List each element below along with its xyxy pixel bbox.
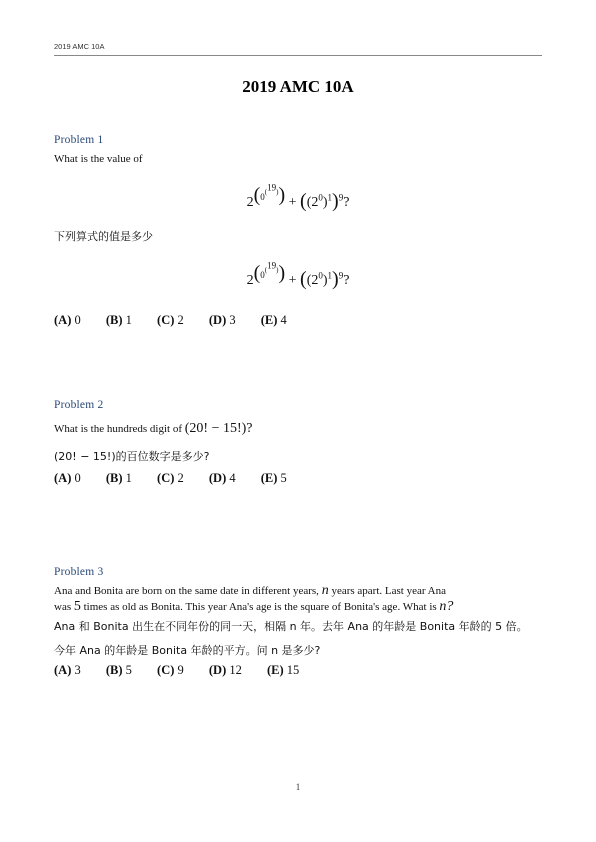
problem-2-text-cn: (20! − 15!)的百位数字是多少? — [54, 450, 210, 463]
answer-option[interactable]: (C) 2 — [157, 313, 184, 327]
problem-2-answers — [54, 471, 542, 486]
problem-2-text-en: What is the hundreds digit of (20! − 15!)? — [54, 421, 253, 436]
problem-3-text-cn-1: Ana 和 Bonita 出生在不同年份的同一天，相隔 n 年。去年 Ana 的年龄是 Bonita 年龄的 5 倍。 — [54, 620, 528, 633]
header-rule — [54, 55, 542, 56]
problem-1-answers — [54, 313, 542, 328]
problem-1-expression-repeat: $2^{(0^{(^{19})})} + ((2^0)^1)^9$? — [246, 261, 350, 290]
problem-3-text-en: Ana and Bonita are born on the same date in different years, n years apart. Last year Ana was 5 times as old as Bonita. This year Ana's age is the square of Bonita's age. What is n? — [54, 583, 454, 614]
problem-3 — [54, 566, 542, 678]
answer-option[interactable]: (D) 12 — [208, 663, 242, 677]
answer-option[interactable]: (C) 2 — [157, 471, 184, 485]
problem-2-heading: Problem 2 — [54, 399, 104, 411]
problem-1-heading: Problem 1 — [54, 134, 104, 146]
answer-option[interactable]: (D) 3 — [208, 313, 236, 327]
answer-option[interactable]: (A) 3 — [54, 663, 81, 677]
problem-1-text-en: What is the value of — [54, 153, 143, 165]
problem-1-text-cn: 下列算式的值是多少 — [54, 230, 153, 243]
answer-option[interactable]: (B) 5 — [105, 663, 132, 677]
problem-1-expression: $2^{(0^{(^{19})})} + ((2^0)^1)^9$? — [246, 183, 350, 212]
problem-2-expression: (20! − 15!)? — [184, 421, 253, 436]
problem-2 — [54, 399, 542, 486]
answer-option[interactable]: (E) 15 — [267, 663, 300, 677]
problem-3-heading: Problem 3 — [54, 566, 104, 578]
answer-option[interactable]: (B) 1 — [105, 471, 132, 485]
running-header: 2019 AMC 10A — [54, 42, 105, 51]
answer-option[interactable]: (B) 1 — [105, 313, 132, 327]
answer-option[interactable]: (A) 0 — [54, 313, 81, 327]
answer-option[interactable]: (E) 4 — [260, 313, 287, 327]
problem-3-answers — [54, 663, 542, 678]
problem-1 — [54, 134, 542, 328]
variable-n: n — [321, 583, 329, 598]
problem-3-text-cn-2: 今年 Ana 的年龄是 Bonita 年龄的平方。问 n 是多少? — [54, 644, 321, 657]
answer-option[interactable]: (C) 9 — [157, 663, 184, 677]
answer-option[interactable]: (E) 5 — [260, 471, 287, 485]
document-title: 2019 AMC 10A — [242, 77, 354, 96]
answer-option[interactable]: (D) 4 — [208, 471, 236, 485]
page-number: 1 — [295, 782, 301, 792]
answer-option[interactable]: (A) 0 — [54, 471, 81, 485]
